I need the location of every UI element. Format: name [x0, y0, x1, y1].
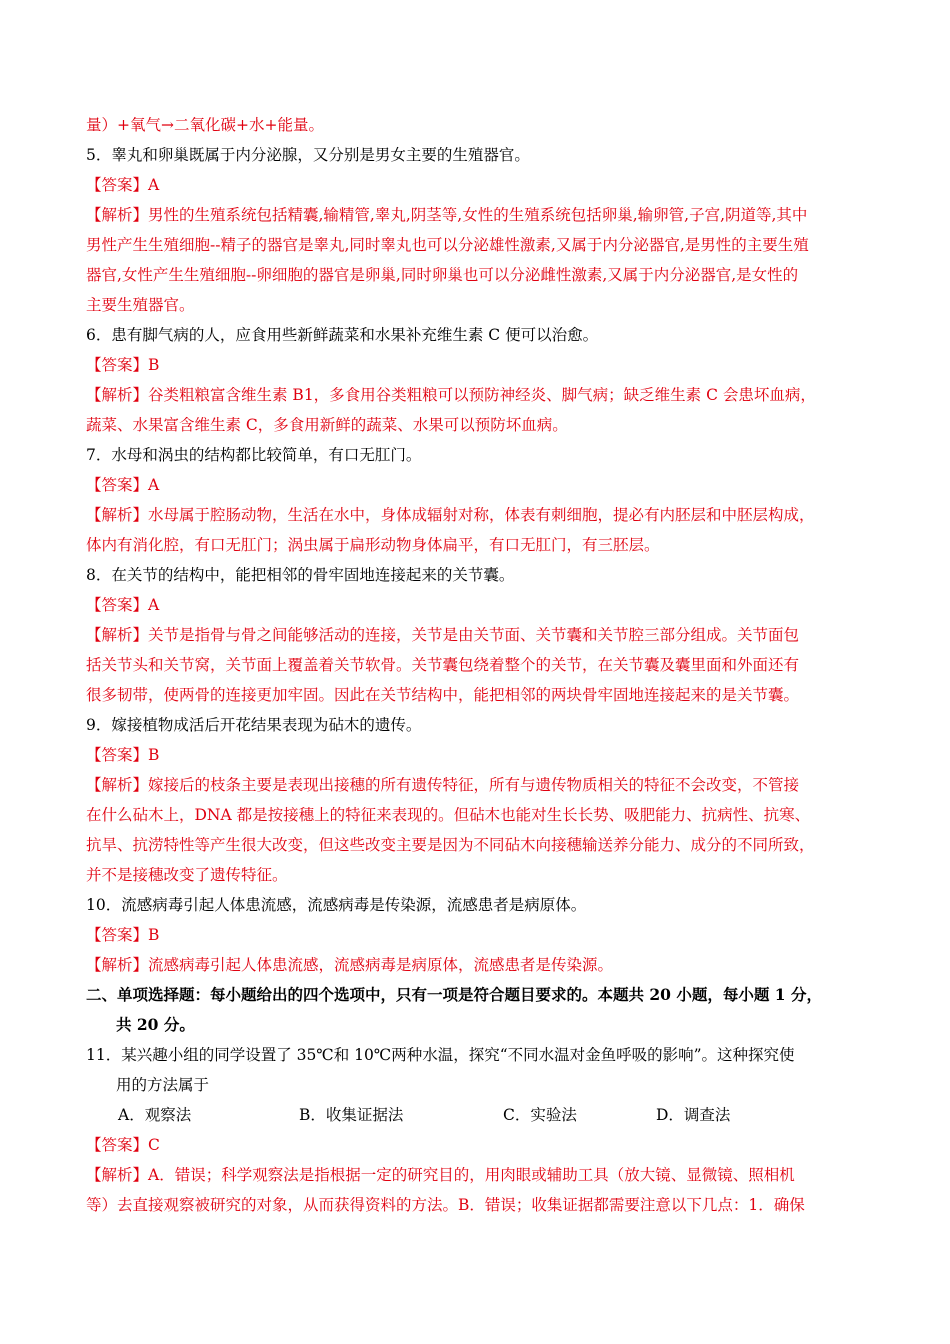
text-line: 【解析】水母属于腔肠动物，生活在水中，身体成辐射对称，体表有刺细胞，提必有内胚层和中胚层构成，: [86, 506, 815, 524]
text-line: 10．流感病毒引起人体患流感，流感病毒是传染源，流感患者是病原体。: [86, 896, 587, 914]
option-d: D．调查法: [656, 1106, 731, 1124]
text-block: [86, 110, 864, 1100]
text-line: 括关节头和关节窝，关节面上覆盖着关节软骨。关节囊包绕着整个的关节，在关节囊及囊里面和外面还有: [86, 656, 800, 674]
text-line: 【解析】谷类粗粮富含维生素 B1，多食用谷类粗粮可以预防神经炎、脚气病；缺乏维生素 C 会患坏血病，: [86, 386, 816, 404]
text-line: 【答案】B: [86, 356, 160, 374]
text-line: 11．某兴趣小组的同学设置了 35℃和 10℃两种水温，探究“不同水温对金鱼呼吸的影响”。这种探究使: [86, 1046, 795, 1064]
text-line: 【答案】B: [86, 926, 160, 944]
text-line: 5．睾丸和卵巢既属于内分泌腺，又分别是男女主要的生殖器官。: [86, 146, 530, 164]
text-line: 【解析】A．错误；科学观察法是指根据一定的研究目的，用肉眼或辅助工具（放大镜、显微镜、照相机: [86, 1166, 795, 1184]
text-line: 共 20 分。: [116, 1015, 195, 1034]
text-block-after: [86, 1130, 864, 1220]
text-line: 8．在关节的结构中，能把相邻的骨牢固地连接起来的关节囊。: [86, 566, 515, 584]
text-line: 很多韧带，使两骨的连接更加牢固。因此在关节结构中，能把相邻的两块骨牢固地连接起来的是关节囊。: [86, 686, 800, 704]
option-a: A．观察法: [118, 1106, 192, 1124]
text-line: 9．嫁接植物成活后开花结果表现为砧木的遗传。: [86, 716, 422, 734]
option-c: C．实验法: [503, 1106, 577, 1124]
text-line: 抗旱、抗涝特性等产生很大改变，但这些改变主要是因为不同砧木向接穗输送养分能力、成分的不同所致，: [86, 836, 815, 854]
text-line: 并不是接穗改变了遗传特征。: [86, 866, 288, 884]
option-b: B．收集证据法: [299, 1106, 404, 1124]
text-line: 蔬菜、水果富含维生素 C，多食用新鲜的蔬菜、水果可以预防坏血病。: [86, 416, 568, 434]
text-line: 【答案】C: [86, 1136, 160, 1154]
answer-options: [86, 1100, 864, 1130]
text-line: 7．水母和涡虫的结构都比较简单，有口无肛门。: [86, 446, 422, 464]
text-line: 在什么砧木上，DNA 都是按接穗上的特征来表现的。但砧木也能对生长长势、吸肥能力、抗病性、抗寒、: [86, 806, 811, 824]
text-line: 主要生殖器官。: [86, 296, 195, 314]
text-line: 【解析】嫁接后的枝条主要是表现出接穗的所有遗传特征，所有与遗传物质相关的特征不会改变，不管接: [86, 776, 800, 794]
text-line: 【解析】关节是指骨与骨之间能够活动的连接，关节是由关节面、关节囊和关节腔三部分组成。关节面包: [86, 626, 800, 644]
text-line: 用的方法属于: [116, 1076, 210, 1094]
text-line: 【解析】男性的生殖系统包括精囊,输精管,睾丸,阴茎等,女性的生殖系统包括卵巢,输卵管,子宫,阴道等,其中: [86, 206, 808, 224]
text-line: 【答案】A: [86, 176, 160, 194]
text-line: 男性产生生殖细胞--精子的器官是睾丸,同时睾丸也可以分泌雄性激素,又属于内分泌器官,是男性的主要生殖: [86, 236, 809, 254]
text-line: 器官,女性产生生殖细胞--卵细胞的器官是卵巢,同时卵巢也可以分泌雌性激素,又属于内分泌器官,是女性的: [86, 266, 799, 284]
text-line: 【答案】B: [86, 746, 160, 764]
text-line: 等）去直接观察被研究的对象，从而获得资料的方法。B．错误；收集证据都需要注意以下几点：1．确保: [86, 1196, 805, 1214]
text-line: 量）+氧气→二氧化碳+水+能量。: [86, 116, 324, 134]
text-line: 【解析】流感病毒引起人体患流感，流感病毒是病原体，流感患者是传染源。: [86, 956, 614, 974]
text-line: 二、单项选择题：每小题给出的四个选项中，只有一项是符合题目要求的。本题共 20 小题，每小题 1 分，: [86, 985, 822, 1004]
text-line: 6．患有脚气病的人，应食用些新鲜蔬菜和水果补充维生素 C 便可以治愈。: [86, 326, 599, 344]
text-line: 【答案】A: [86, 596, 160, 614]
text-line: 体内有消化腔，有口无肛门；涡虫属于扁形动物身体扁平，有口无肛门，有三胚层。: [86, 536, 660, 554]
text-line: 【答案】A: [86, 476, 160, 494]
